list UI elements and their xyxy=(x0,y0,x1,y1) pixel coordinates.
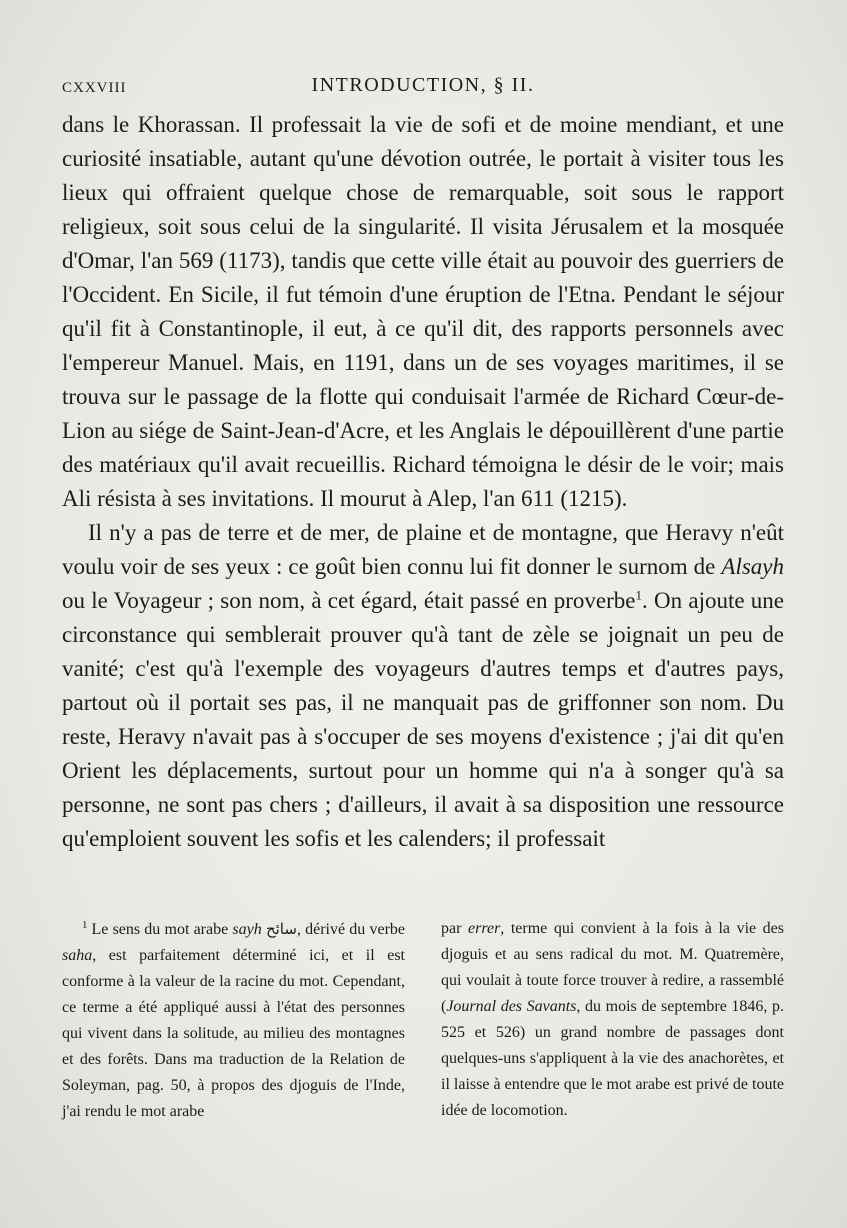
paragraph-2-text-b: ou le Voyageur ; son nom, à cet égard, était passé en proverbe xyxy=(62,588,636,613)
footnote-left-text-b: , dérivé du verbe xyxy=(296,921,406,938)
footnote-right-text-b: , terme qui convient à la fois à la vie des djoguis et au sens radical du mot. M. Quatremère, qui voulait à toute force trouver à redire, a rassemblé ( xyxy=(441,920,784,1015)
footnote-right-text-c: , du mois de septembre 1846, p. 525 et 526) un grand nombre de passages dont quelques-uns s'appliquent à la vie des anachorètes, et il laisse à entendre que le mot arabe est privé de toute idée de locomotion. xyxy=(441,998,785,1119)
running-title: INTRODUCTION, § II. xyxy=(311,74,535,96)
footnote-reference[interactable]: 1 xyxy=(635,587,643,603)
main-text xyxy=(62,108,784,856)
sayh-term: sayh xyxy=(232,921,262,938)
errer-term: errer xyxy=(468,920,501,937)
footnotes xyxy=(62,916,784,1156)
footnote-left-text-a: Le sens du mot arabe xyxy=(91,921,233,938)
footnote-marker: 1 xyxy=(82,918,88,931)
footnote-left-text-c: , est parfaitement déterminé ici, et il est conforme à la valeur de la racine du mot. Cependant, ce terme a été appliqué aussi à l'état des personnes qui vivent dans la solitude, au milieu des montagnes et des forêts. Dans ma traduction de la Relation de Soleyman, pag. 50, à propos des djoguis de l'Inde, j'ai rendu le mot arabe xyxy=(62,947,405,1120)
paragraph-2-text-a: Il n'y a pas de terre et de mer, de plaine et de montagne, que Heravy n'eût voulu voir de ses yeux : ce goût bien connu lui fit donner le surnom de xyxy=(62,520,784,579)
footnote-right-text-a: par xyxy=(441,920,468,937)
running-head xyxy=(62,72,784,102)
paragraph-2 xyxy=(62,516,784,856)
saha-term: saha xyxy=(62,947,93,964)
footnote-column-right xyxy=(441,916,784,1124)
alsayh-term: Alsayh xyxy=(721,554,784,579)
page-number: CXXVIII xyxy=(62,80,127,96)
footnote-column-left xyxy=(62,916,405,1125)
arabic-word: سائح xyxy=(265,920,297,938)
paragraph-1: dans le Khorassan. Il professait la vie de sofi et de moine mendiant, et une curiosité insatiable, autant qu'une dévotion outrée, le portait à visiter tous les lieux qui offraient quelque chose de remarquable, soit sous le rapport religieux, soit sous celui de la singularité. Il visita Jérusalem et la mosquée d'Omar, l'an 569 (1173), tandis que cette ville était au pouvoir des guerriers de l'Occident. En Sicile, il fut témoin d'une éruption de l'Etna. Pendant le séjour qu'il fit à Constantinople, il eut, à ce qu'il dit, des rapports personnels avec l'empereur Manuel. Mais, en 1191, dans un de ses voyages maritimes, il se trouva sur le passage de la flotte qui conduisait l'armée de Richard Cœur-de-Lion au siége de Saint-Jean-d'Acre, et les Anglais le dépouillèrent d'une partie des matériaux qu'il avait recueillis. Richard témoigna le désir de le voir; mais Ali résista à ses invitations. Il mourut à Alep, l'an 611 (1215). xyxy=(62,112,784,511)
journal-title: Journal des Savants xyxy=(446,998,577,1015)
paragraph-2-text-c: . On ajoute une circonstance qui semblerait prouver qu'à tant de zèle se joignait un peu de vanité; c'est qu'à l'exemple des voyageurs d'autres temps et d'autres pays, partout où il portait ses pas, il ne manquait pas de griffonner son nom. Du reste, Heravy n'avait pas à s'occuper de ses moyens d'existence ; j'ai dit qu'en Orient les déplacements, surtout pour un homme qui n'a à songer qu'à sa personne, ne sont pas chers ; d'ailleurs, il avait à sa disposition une ressource qu'emploient souvent les sofis et les calenders; il professait xyxy=(62,588,785,851)
